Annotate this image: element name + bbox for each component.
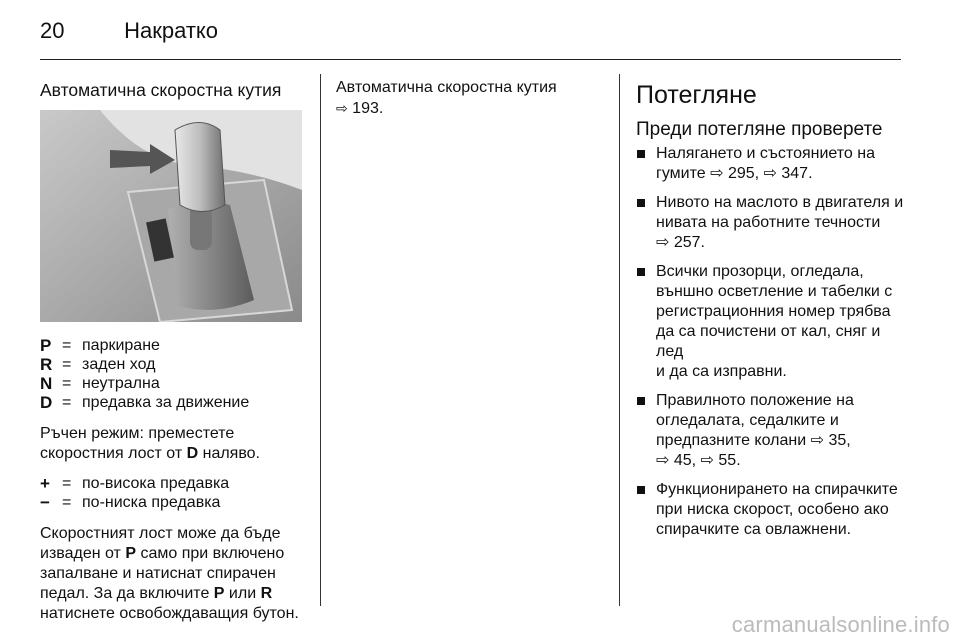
checklist-line: спирачките са овлажнени.	[656, 521, 852, 538]
checklist-line: Нивото на маслото в двигателя и	[656, 194, 904, 211]
middle-column	[336, 78, 596, 119]
checklist-line: Функционирането на спирачките	[656, 481, 898, 498]
checklist-item	[636, 193, 908, 253]
header-rule	[40, 59, 901, 60]
page-header	[40, 18, 218, 44]
checklist-line: ⇨ 257.	[656, 234, 705, 251]
watermark: carmanualsonline.info	[731, 612, 950, 637]
bullet-square-icon	[637, 486, 645, 494]
gear-positions-list	[40, 336, 310, 412]
column-divider-1	[320, 74, 321, 606]
lever-release-paragraph: Скоростният лост може да бъде изваден от P само при включено запалване и натиснат спирачен педал. За да включите P или R натиснете освобождаващия бутон.	[40, 525, 299, 622]
checklist-item	[636, 480, 908, 540]
page-number: 20	[40, 18, 65, 43]
checklist-line: при ниска скорост, особено ако	[656, 501, 889, 518]
gear-row-p: P = паркиране	[40, 336, 160, 355]
checklist-line: ⇨ 45, ⇨ 55.	[656, 452, 741, 469]
checklist-item	[636, 391, 908, 471]
gear-row-r: R = заден ход	[40, 355, 156, 374]
checklist-line: нивата на работните течности	[656, 214, 881, 231]
manual-mode-paragraph: Ръчен режим: преместете скоростния лост от D наляво.	[40, 425, 260, 462]
checklist-line: предпазните колани ⇨ 35,	[656, 432, 851, 449]
minus-icon: −	[40, 493, 50, 512]
checklist-line: огледалата, седалките и	[656, 412, 839, 429]
checklist-line: регистрационния номер трябва	[656, 303, 891, 320]
section-title: Автоматична скоростна кутия	[40, 80, 282, 100]
checklist-line: Налягането и състоянието на	[656, 145, 875, 162]
bullet-square-icon	[637, 199, 645, 207]
section-heading: Потегляне	[636, 81, 757, 109]
subsection-heading: Преди потегляне проверете	[636, 119, 883, 140]
cross-reference[interactable]: ⇨ 193.	[336, 100, 384, 117]
gear-row-d: D = предавка за движение	[40, 393, 250, 412]
column-divider-2	[619, 74, 620, 606]
checklist-item	[636, 144, 908, 184]
checklist-line: Всички прозорци, огледала,	[656, 263, 864, 280]
page-ref-arrow-icon: ⇨	[336, 100, 348, 116]
shift-up-row: + = по-висока предавка	[40, 474, 230, 493]
checklist-line: Правилното положение на	[656, 392, 854, 409]
bullet-square-icon	[637, 150, 645, 158]
chapter-title: Накратко	[124, 18, 219, 43]
pre-drive-checklist	[636, 144, 908, 540]
checklist-item	[636, 262, 908, 382]
shift-list	[40, 474, 310, 512]
gear-lever-illustration	[40, 110, 302, 322]
gear-row-n: N = неутрална	[40, 374, 160, 393]
plus-icon: +	[40, 474, 50, 493]
checklist-line: да са почистени от кал, сняг и лед	[656, 323, 881, 360]
shift-down-row: − = по-ниска предавка	[40, 493, 221, 512]
cross-reference-text: Автоматична скоростна кутия	[336, 79, 557, 96]
left-column	[40, 80, 310, 624]
checklist-line: и да са изправни.	[656, 363, 787, 380]
checklist-line: външно осветление и табелки с	[656, 283, 893, 300]
right-column	[636, 78, 908, 549]
checklist-line: гумите ⇨ 295, ⇨ 347.	[656, 165, 813, 182]
gear-lever-photo	[40, 110, 302, 322]
bullet-square-icon	[637, 397, 645, 405]
bullet-square-icon	[637, 268, 645, 276]
